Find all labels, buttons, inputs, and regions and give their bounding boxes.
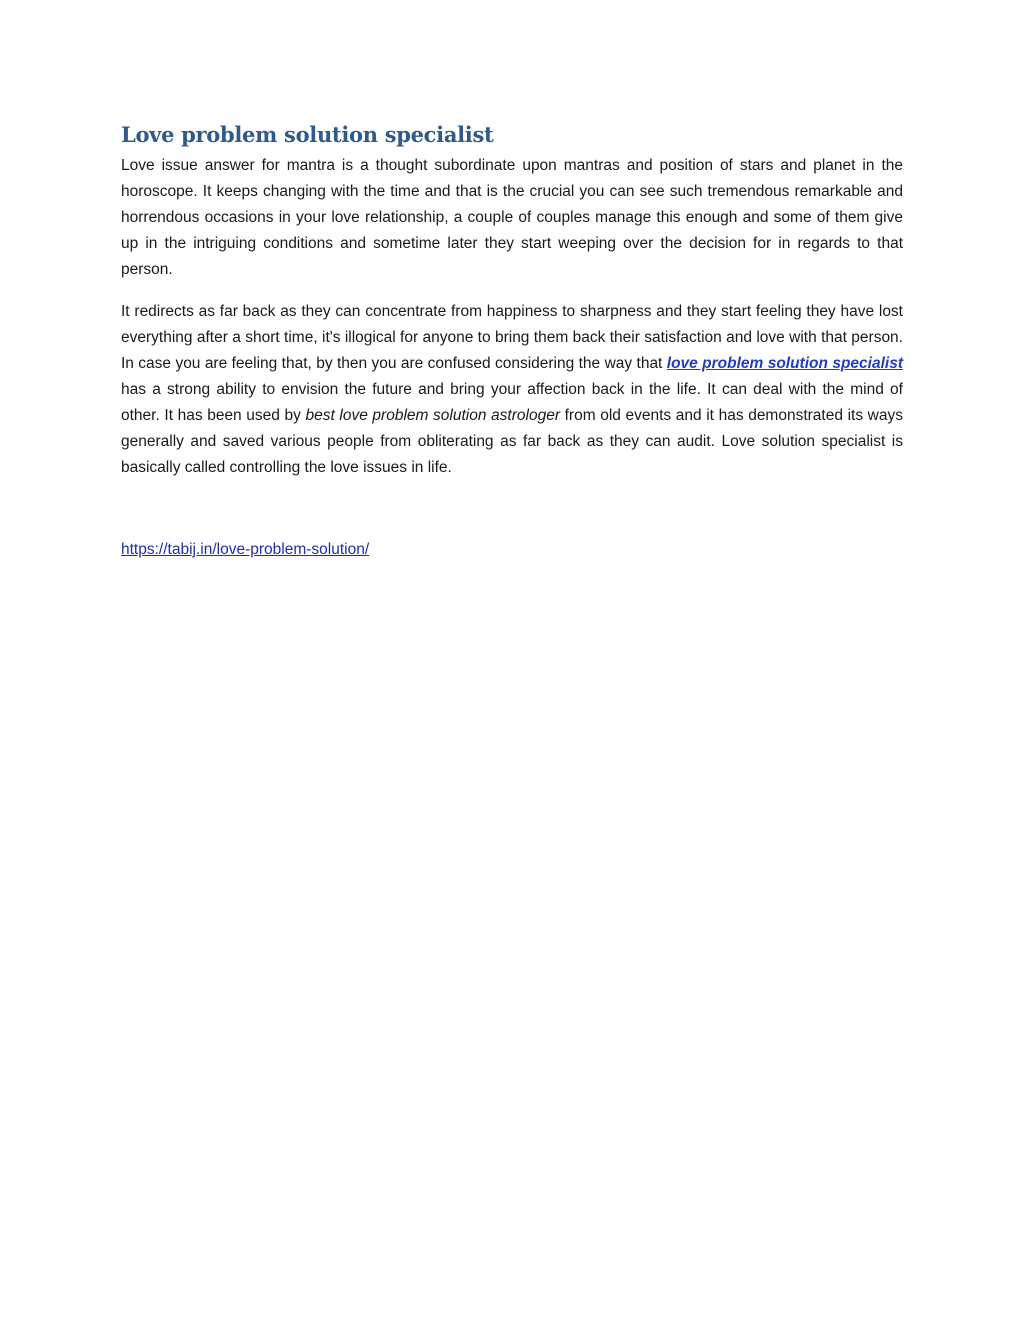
document-body <box>121 120 903 481</box>
paragraph-2-emphasis: best love problem solution astrologer <box>305 407 560 424</box>
paragraph-2-text-middle: has a strong ability to envision the future and bring your affection back in the life. It can deal with the mind of other. It has been used by <box>121 381 903 424</box>
paragraph-2-text-start: It redirects as far back as they can concentrate from happiness to sharpness and they start feeling they have lost everything after a short time, it's illogical for anyone to bring them back their satisfaction and love with that person. In case you are feeling that, by then you are confused considering the way that <box>121 303 903 372</box>
website-url-link[interactable]: https://tabij.in/love-problem-solution/ <box>121 541 370 558</box>
paragraph-1: Love issue answer for mantra is a thought subordinate upon mantras and position of stars and planet in the horoscope. It keeps changing with the time and that is the crucial you can see such tremendous remarkable and horrendous occasions in your love relationship, a couple of couples manage this enough and some of them give up in the intriguing conditions and sometime later they start weeping over the decision for in regards to that person. <box>121 157 903 278</box>
document-title: Love problem solution specialist <box>121 122 494 147</box>
paragraph-2 <box>121 299 903 481</box>
love-problem-solution-specialist-link[interactable]: love problem solution specialist <box>666 355 903 372</box>
paragraph-2-text-end: from old events and it has demonstrated its ways generally and saved various people from obliterating as far back as they can audit. Love solution specialist is basically called controlling the love issues in life. <box>121 407 903 476</box>
